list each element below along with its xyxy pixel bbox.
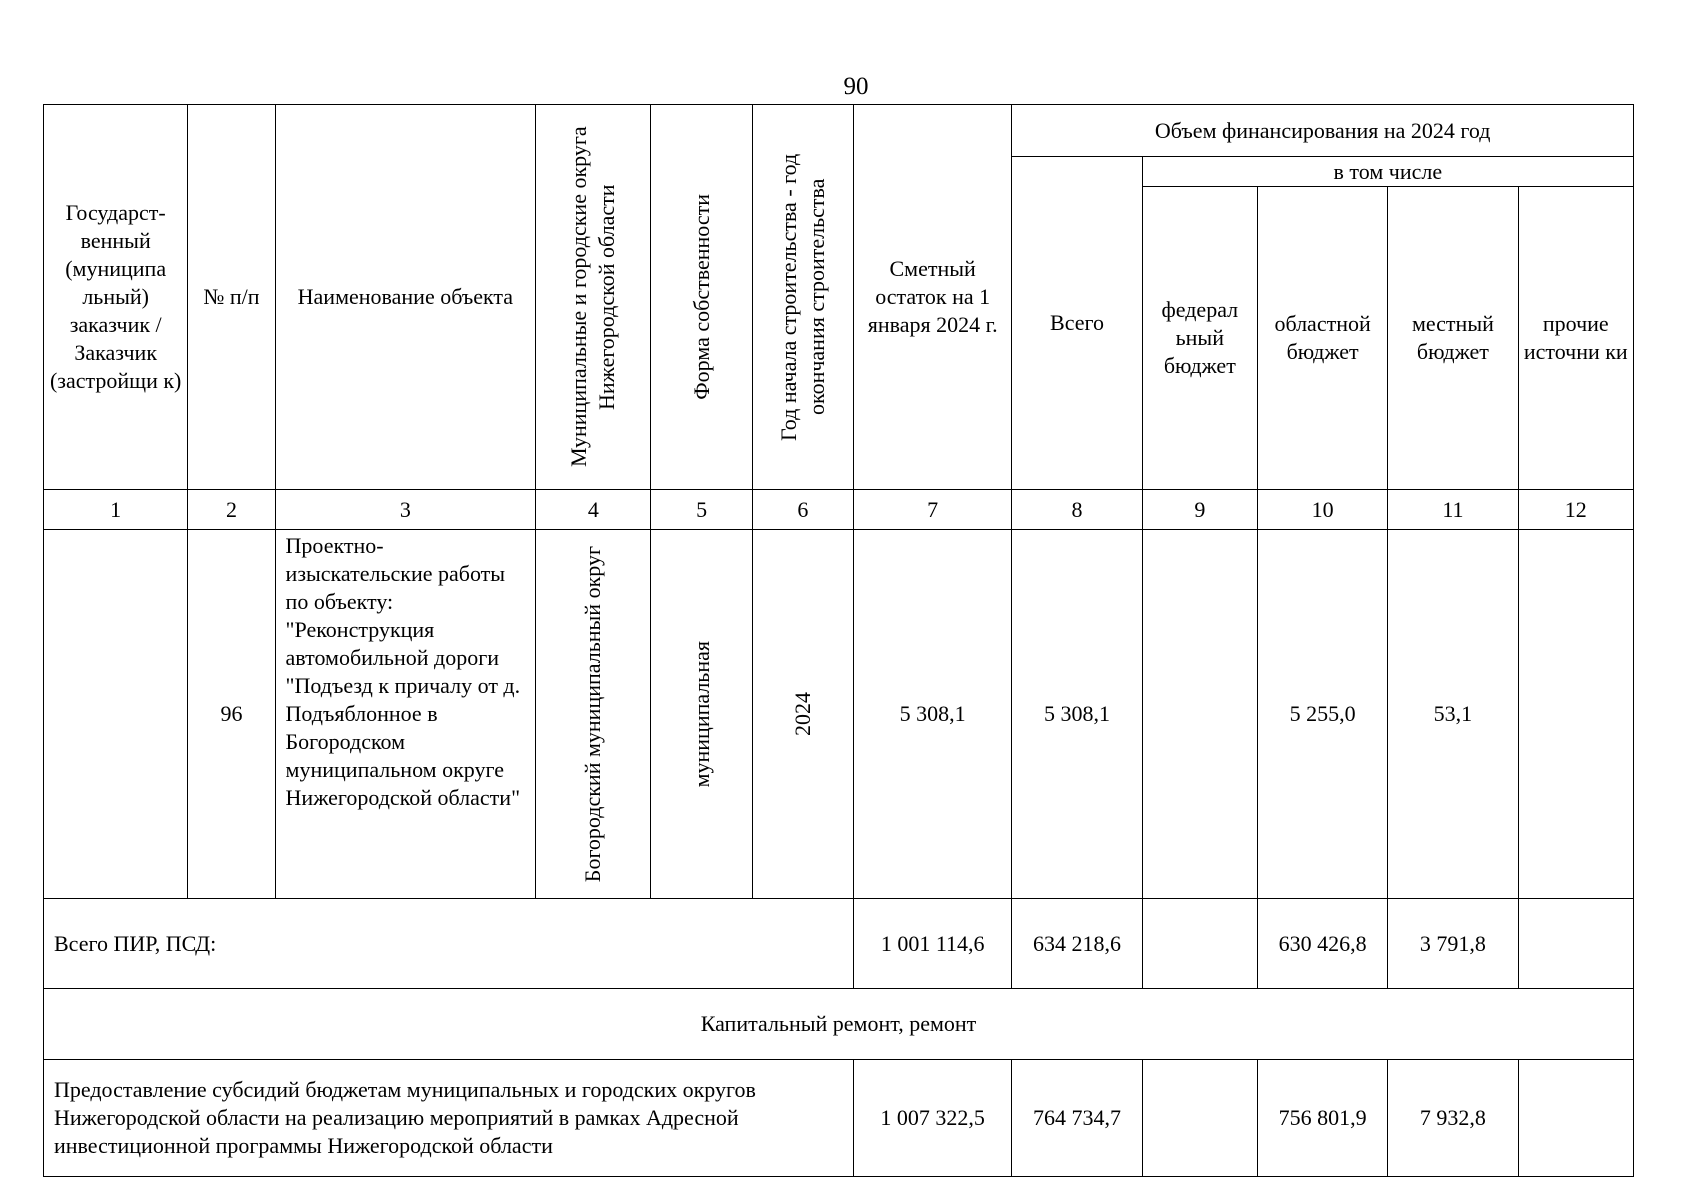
row-total: 5 308,1 [1012, 530, 1142, 899]
section-title-row [44, 989, 1634, 1060]
subsidy-federal [1142, 1060, 1257, 1177]
column-number: 2 [188, 490, 275, 530]
row-ownership-text: муниципальная [688, 640, 714, 788]
investment-program-table [43, 104, 1634, 1177]
table-row [44, 530, 1634, 899]
header-local: местный бюджет [1388, 187, 1518, 490]
row-customer [44, 530, 188, 899]
header-object-name: Наименование объекта [275, 105, 536, 490]
section-title: Капитальный ремонт, ремонт [44, 989, 1634, 1060]
header-funding-group: Объем финансирования на 2024 год [1012, 105, 1634, 157]
column-number: 9 [1142, 490, 1257, 530]
subsidy-estimate: 1 007 322,5 [853, 1060, 1011, 1177]
subsidy-row [44, 1060, 1634, 1177]
row-federal [1142, 530, 1257, 899]
row-num: 96 [188, 530, 275, 899]
row-municipal [536, 530, 651, 899]
column-number: 12 [1518, 490, 1633, 530]
total-pir-total: 634 218,6 [1012, 899, 1142, 989]
row-municipal-text: Богородский муниципальный округ [580, 545, 606, 883]
total-pir-local: 3 791,8 [1388, 899, 1518, 989]
header-customer: Государст-венный (муниципа льный) заказчик / Заказчик (застройщи к) [44, 105, 188, 490]
header-years-text: Год начала строительства - год окончания строительства [775, 153, 829, 441]
column-numbers-row [44, 490, 1634, 530]
column-number: 5 [651, 490, 752, 530]
subsidy-regional: 756 801,9 [1257, 1060, 1387, 1177]
header-municipal [536, 105, 651, 490]
subsidy-total: 764 734,7 [1012, 1060, 1142, 1177]
total-pir-estimate: 1 001 114,6 [853, 899, 1011, 989]
column-number: 10 [1257, 490, 1387, 530]
header-ownership [651, 105, 752, 490]
row-other [1518, 530, 1633, 899]
row-estimate: 5 308,1 [853, 530, 1011, 899]
row-local: 53,1 [1388, 530, 1518, 899]
column-number: 3 [275, 490, 536, 530]
page-number: 90 [843, 73, 869, 100]
subsidy-other [1518, 1060, 1633, 1177]
column-number: 1 [44, 490, 188, 530]
total-pir-row [44, 899, 1634, 989]
total-pir-label: Всего ПИР, ПСД: [44, 899, 854, 989]
row-regional: 5 255,0 [1257, 530, 1387, 899]
column-number: 8 [1012, 490, 1142, 530]
header-including: в том числе [1142, 157, 1633, 187]
subsidy-local: 7 932,8 [1388, 1060, 1518, 1177]
header-other: прочие источни ки [1518, 187, 1633, 490]
column-number: 11 [1388, 490, 1518, 530]
header-ownership-text: Форма собственности [688, 194, 714, 400]
column-number: 6 [752, 490, 853, 530]
column-number: 4 [536, 490, 651, 530]
header-years [752, 105, 853, 490]
total-pir-regional: 630 426,8 [1257, 899, 1387, 989]
header-federal: федерал ьный бюджет [1142, 187, 1257, 490]
row-ownership [651, 530, 752, 899]
header-row-1 [44, 105, 1634, 157]
header-total: Всего [1012, 157, 1142, 490]
row-object-name: Проектно-изыскательские работы по объекту: "Реконструкция автомобильной дороги "Подъезд к причалу от д. Подъяблонное в Богородском муниципальном округе Нижегородской области" [275, 530, 536, 899]
header-num: № п/п [188, 105, 275, 490]
total-pir-other [1518, 899, 1633, 989]
subsidy-label: Предоставление субсидий бюджетам муниципальных и городских округов Нижегородской области на реализацию мероприятий в рамках Адресной инвестиционной программы Нижегородской области [44, 1060, 854, 1177]
row-years [752, 530, 853, 899]
total-pir-federal [1142, 899, 1257, 989]
header-estimate: Сметный остаток на 1 января 2024 г. [853, 105, 1011, 490]
column-number: 7 [853, 490, 1011, 530]
header-municipal-text: Муниципальные и городские округа Нижегородской области [566, 126, 620, 468]
row-years-text: 2024 [789, 692, 815, 736]
header-regional: областной бюджет [1257, 187, 1387, 490]
